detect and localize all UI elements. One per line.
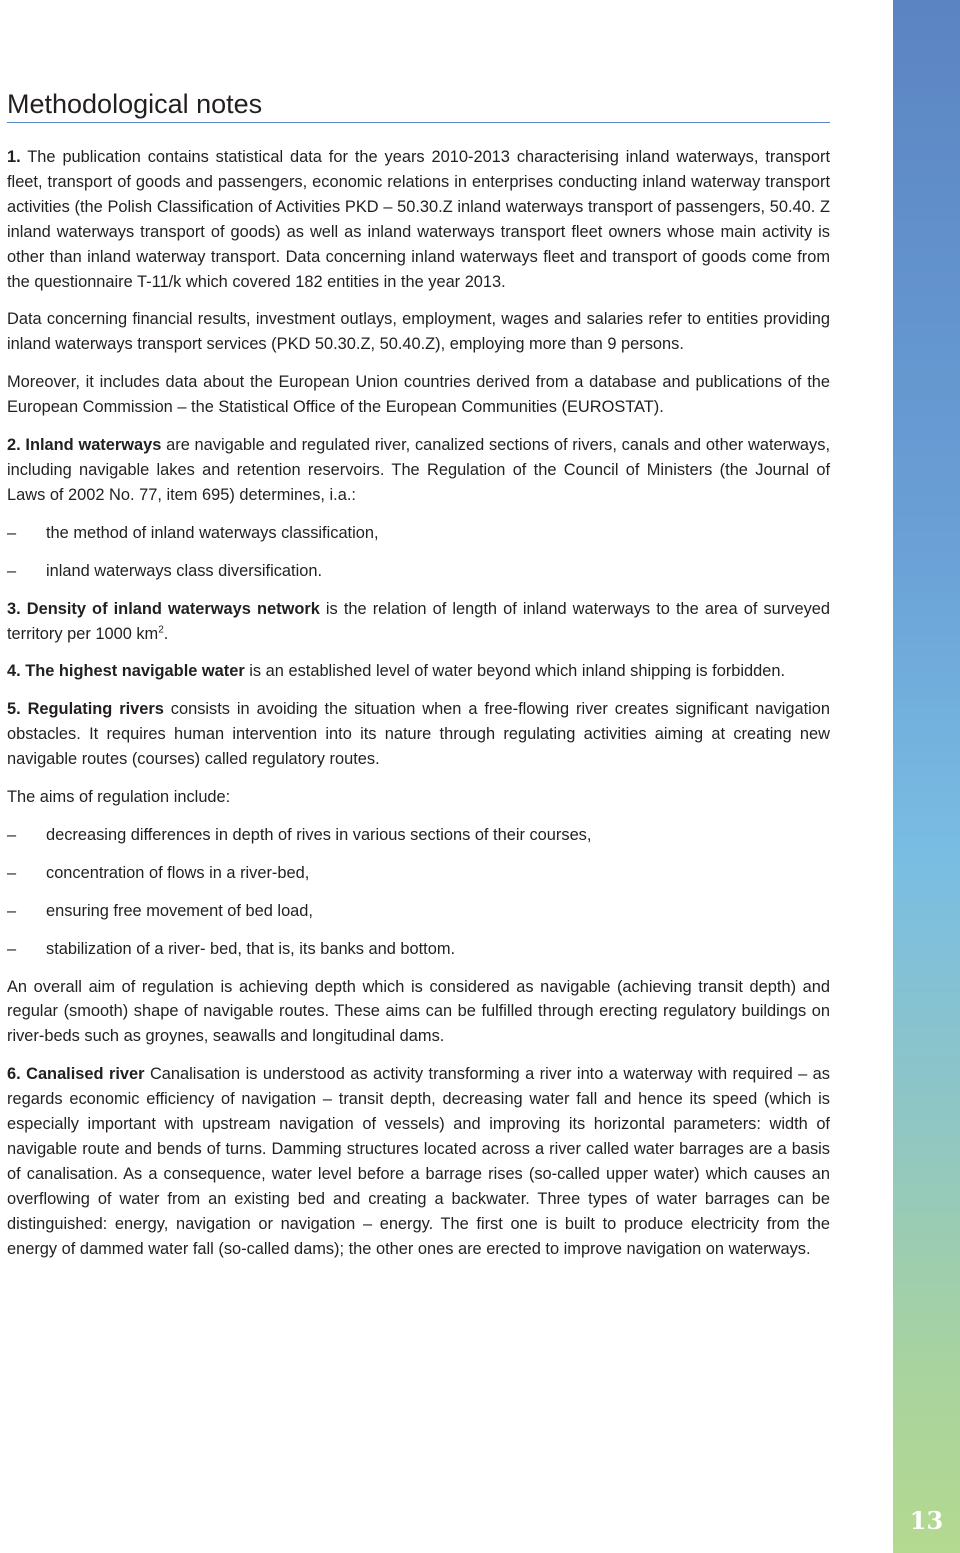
dash-bullet: –	[7, 939, 17, 958]
decorative-side-band	[893, 0, 960, 1553]
section-number: 6.	[7, 1065, 21, 1084]
paragraph-text: Canalisation is understood as activity transforming a river into a waterway with required – as regards economic efficiency of navigation – transit depth, decreasing water fall and hence its speed (which is especially important with upstream navigation of vessels) and improving its horizontal parameters: width of navigable route and bends of turns. Damming structures located across a river called water barrages are a basis of canalisation. As a consequence, water level before a barrage rises (so-called upper water) which causes an overflowing of water from an existing bed and creating a backwater. Three types of water barrages can be distinguished: energy, navigation or navigation – energy. The first one is built to produce electricity from the energy of dammed water fall (so-called dams); the other ones are erected to improve navigation on waterways.	[7, 1065, 830, 1258]
section-5-list	[7, 823, 830, 962]
list-item	[7, 823, 830, 848]
dash-bullet: –	[7, 523, 17, 542]
section-4-paragraph	[7, 659, 830, 684]
defined-term: Inland waterways	[20, 436, 162, 455]
section-5-paragraph	[7, 697, 830, 772]
dash-bullet: –	[7, 561, 17, 580]
list-item-text: ensuring free movement of bed load,	[46, 901, 313, 920]
list-item	[7, 521, 830, 546]
dash-bullet: –	[7, 901, 17, 920]
section-3-paragraph	[7, 597, 830, 647]
list-item-text: decreasing differences in depth of rives in various sections of their courses,	[46, 825, 592, 844]
defined-term: The highest navigable water	[20, 662, 245, 681]
paragraph-text: is an established level of water beyond which inland shipping is forbidden.	[244, 662, 786, 681]
paragraph-text: consists in avoiding the situation when a free-flowing river creates significant navigation obstacles. It requires human intervention into its nature through regulating activities aiming at creating new navigable routes (courses) called regulatory routes.	[7, 700, 830, 769]
page-number: 13	[909, 1506, 944, 1535]
section-1-paragraph-1	[7, 145, 830, 294]
list-item-text: stabilization of a river- bed, that is, its banks and bottom.	[46, 939, 456, 958]
paragraph-text: is the relation of length of inland waterways to the area of surveyed territory per 1000 km	[7, 599, 830, 643]
section-6-paragraph	[7, 1062, 830, 1261]
paragraph-text: The publication contains statistical data for the years 2010-2013 characterising inland waterways, transport fleet, transport of goods and passengers, economic relations in enterprises conducting inland waterway transport activities (the Polish Classification of Activities PKD – 50.30.Z inland waterways transport of passengers, 50.40. Z inland waterways transport of goods) as well as inland waterways transport fleet owners whose main activity is other than inland waterway transport. Data concerning inland waterways fleet and transport of goods come from the questionnaire T-11/k which covered 182 entities in the year 2013.	[7, 148, 830, 291]
list-item-text: the method of inland waterways classification,	[46, 523, 379, 542]
section-1-paragraph-2	[7, 307, 830, 357]
section-number: 2.	[7, 436, 21, 455]
section-1-paragraph-3	[7, 370, 830, 420]
section-5-aims-intro	[7, 785, 830, 810]
section-2-list	[7, 521, 830, 584]
body-text	[7, 145, 830, 1275]
superscript: 2	[158, 624, 164, 636]
page-title: Methodological notes	[7, 86, 830, 123]
list-item-text: concentration of flows in a river-bed,	[46, 863, 310, 882]
paragraph-text: Data concerning financial results, investment outlays, employment, wages and salaries refer to entities providing inland waterways transport services (PKD 50.30.Z, 50.40.Z), employing more than 9 persons.	[7, 310, 830, 354]
section-number: 4.	[7, 662, 21, 681]
list-item	[7, 937, 830, 962]
section-2-paragraph	[7, 433, 830, 508]
list-item	[7, 861, 830, 886]
list-item	[7, 899, 830, 924]
dash-bullet: –	[7, 825, 17, 844]
section-number: 3.	[7, 599, 21, 618]
paragraph-text: The aims of regulation include:	[7, 788, 231, 807]
section-5-overall-aim	[7, 975, 830, 1050]
paragraph-text: An overall aim of regulation is achieving depth which is considered as navigable (achieving transit depth) and regular (smooth) shape of navigable routes. These aims can be fulfilled through erecting regulatory buildings on river-beds such as groynes, seawalls and longitudinal dams.	[7, 977, 830, 1046]
defined-term: Density of inland waterways network	[20, 599, 320, 618]
paragraph-text: Moreover, it includes data about the European Union countries derived from a database and publications of the European Commission – the Statistical Office of the European Communities (EUROSTAT).	[7, 373, 830, 417]
paragraph-text: are navigable and regulated river, canalized sections of rivers, canals and other waterways, including navigable lakes and retention reservoirs. The Regulation of the Council of Ministers (the Journal of Laws of 2002 No. 77, item 695) determines, i.a.:	[7, 436, 830, 504]
defined-term: Canalised river	[20, 1065, 145, 1084]
section-number: 5.	[7, 700, 21, 719]
list-item-text: inland waterways class diversification.	[46, 561, 323, 580]
defined-term: Regulating rivers	[20, 700, 164, 719]
dash-bullet: –	[7, 863, 17, 882]
section-number: 1.	[7, 148, 21, 166]
list-item	[7, 559, 830, 584]
paragraph-end: .	[163, 624, 169, 643]
